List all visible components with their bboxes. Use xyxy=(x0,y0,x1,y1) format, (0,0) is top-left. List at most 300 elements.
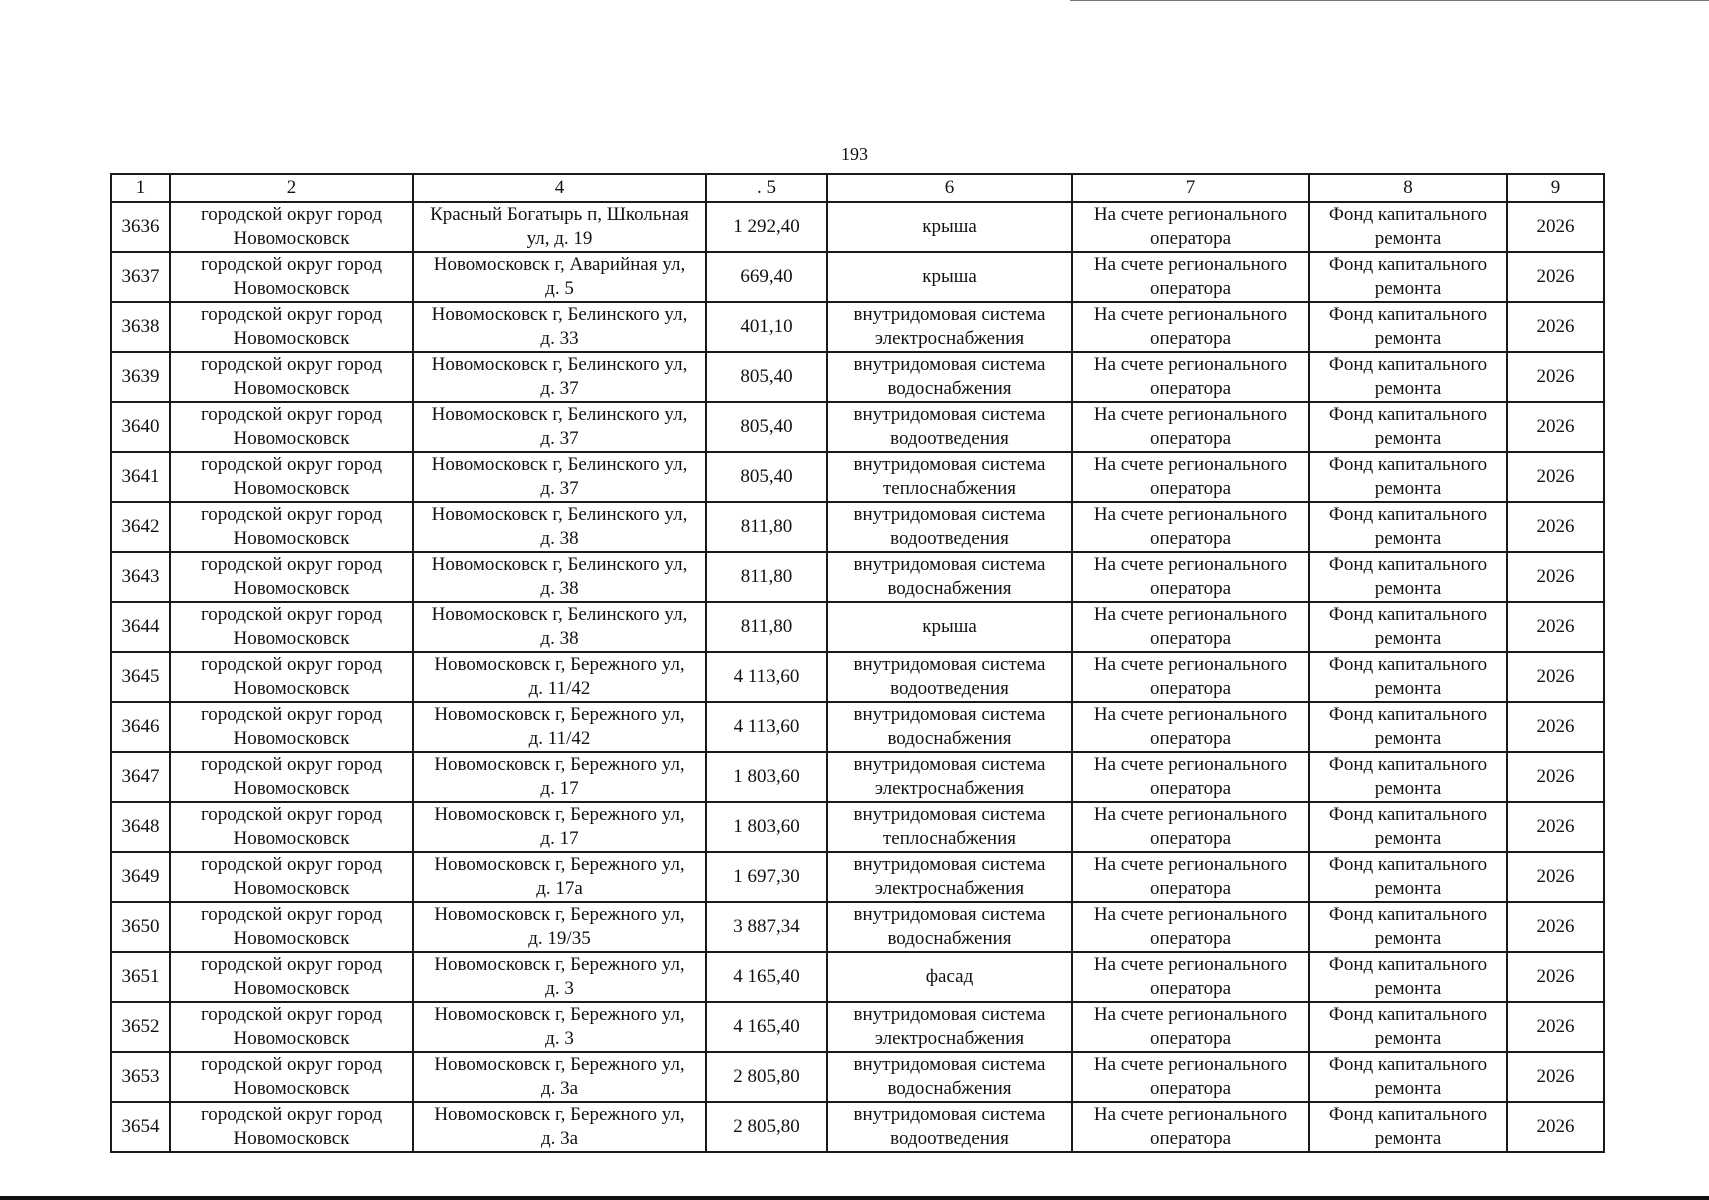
municipality-line: Новомосковск xyxy=(233,528,350,549)
row-number-cell: 3650 xyxy=(111,902,170,952)
municipality-cell xyxy=(170,352,413,402)
fund-method-line: На счете регионального xyxy=(1093,954,1288,975)
fund-method-line: На счете регионального xyxy=(1093,904,1288,925)
fund-method-cell xyxy=(1072,302,1309,352)
municipality-line: Новомосковск xyxy=(233,428,350,449)
funding-source-cell xyxy=(1309,1102,1507,1152)
address-cell xyxy=(413,302,706,352)
address-line: Новомосковск г, Бережного ул, xyxy=(434,1104,685,1125)
municipality-line: городской округ город xyxy=(200,304,383,325)
work-type-line: электроснабжения xyxy=(874,1028,1025,1049)
address-line: Новомосковск г, Бережного ул, xyxy=(434,854,685,875)
municipality-cell xyxy=(170,752,413,802)
fund-method-cell xyxy=(1072,602,1309,652)
work-type-cell xyxy=(827,702,1072,752)
table-body xyxy=(111,202,1604,1152)
funding-source-line: Фонд капитального xyxy=(1328,504,1488,525)
fund-method-cell xyxy=(1072,702,1309,752)
funding-source-line: Фонд капитального xyxy=(1328,704,1488,725)
fund-method-line: оператора xyxy=(1149,928,1232,949)
work-type-line: внутридомовая система xyxy=(853,504,1046,525)
work-type-line: крыша xyxy=(922,616,977,637)
funding-source-line: ремонта xyxy=(1374,1128,1442,1149)
funding-source-line: Фонд капитального xyxy=(1328,454,1488,475)
fund-method-line: оператора xyxy=(1149,978,1232,999)
address-cell xyxy=(413,552,706,602)
work-type-line: водоснабжения xyxy=(887,1078,1012,1099)
work-type-cell xyxy=(827,1052,1072,1102)
fund-method-line: оператора xyxy=(1149,478,1232,499)
area-cell: 811,80 xyxy=(706,602,827,652)
area-cell: 4 165,40 xyxy=(706,1002,827,1052)
fund-method-line: На счете регионального xyxy=(1093,754,1288,775)
work-type-line: внутридомовая система xyxy=(853,854,1046,875)
address-cell xyxy=(413,752,706,802)
municipality-line: городской округ город xyxy=(200,254,383,275)
header-cell-2: 2 xyxy=(170,174,413,202)
work-type-line: водоотведения xyxy=(890,1128,1009,1149)
funding-source-line: ремонта xyxy=(1374,578,1442,599)
address-line: Новомосковск г, Бережного ул, xyxy=(434,754,685,775)
address-cell xyxy=(413,402,706,452)
fund-method-line: На счете регионального xyxy=(1093,404,1288,425)
funding-source-cell xyxy=(1309,252,1507,302)
table-header xyxy=(111,174,1604,202)
fund-method-line: На счете регионального xyxy=(1093,604,1288,625)
table-row xyxy=(111,902,1604,952)
header-cell-9: 9 xyxy=(1507,174,1604,202)
municipality-line: городской округ город xyxy=(200,1004,383,1025)
address-line: Новомосковск г, Белинского ул, xyxy=(431,404,688,425)
table-row xyxy=(111,752,1604,802)
area-cell: 669,40 xyxy=(706,252,827,302)
funding-source-line: Фонд капитального xyxy=(1328,554,1488,575)
address-cell xyxy=(413,902,706,952)
area-cell: 1 803,60 xyxy=(706,752,827,802)
funding-source-line: Фонд капитального xyxy=(1328,754,1488,775)
row-number-cell: 3649 xyxy=(111,852,170,902)
funding-source-line: ремонта xyxy=(1374,278,1442,299)
municipality-line: городской округ город xyxy=(200,604,383,625)
municipality-line: Новомосковск xyxy=(233,978,350,999)
fund-method-cell xyxy=(1072,652,1309,702)
fund-method-line: На счете регионального xyxy=(1093,854,1288,875)
year-cell: 2026 xyxy=(1507,1102,1604,1152)
funding-source-line: Фонд капитального xyxy=(1328,904,1488,925)
year-cell: 2026 xyxy=(1507,252,1604,302)
table-row xyxy=(111,402,1604,452)
address-line: Новомосковск г, Белинского ул, xyxy=(431,304,688,325)
address-cell xyxy=(413,852,706,902)
table-row xyxy=(111,552,1604,602)
work-type-line: внутридомовая система xyxy=(853,704,1046,725)
fund-method-cell xyxy=(1072,852,1309,902)
address-line: д. 5 xyxy=(545,278,574,299)
work-type-cell xyxy=(827,252,1072,302)
table-row xyxy=(111,852,1604,902)
address-line: д. 3 xyxy=(545,1028,574,1049)
address-line: д. 3а xyxy=(540,1078,579,1099)
fund-method-cell xyxy=(1072,502,1309,552)
fund-method-line: оператора xyxy=(1149,1128,1232,1149)
header-cell-6: 6 xyxy=(827,174,1072,202)
funding-source-cell xyxy=(1309,1052,1507,1102)
work-type-line: водоотведения xyxy=(890,428,1009,449)
address-cell xyxy=(413,452,706,502)
funding-source-line: ремонта xyxy=(1374,378,1442,399)
year-cell: 2026 xyxy=(1507,702,1604,752)
funding-source-line: ремонта xyxy=(1374,478,1442,499)
address-line: д. 17 xyxy=(540,778,579,799)
area-cell: 805,40 xyxy=(706,352,827,402)
funding-source-line: Фонд капитального xyxy=(1328,354,1488,375)
fund-method-cell xyxy=(1072,802,1309,852)
area-cell: 4 113,60 xyxy=(706,652,827,702)
municipality-line: Новомосковск xyxy=(233,628,350,649)
fund-method-cell xyxy=(1072,1102,1309,1152)
address-cell xyxy=(413,502,706,552)
work-type-line: фасад xyxy=(925,966,974,987)
area-cell: 4 165,40 xyxy=(706,952,827,1002)
funding-source-cell xyxy=(1309,752,1507,802)
address-line: Новомосковск г, Аварийная ул, xyxy=(433,254,686,275)
funding-source-line: Фонд капитального xyxy=(1328,854,1488,875)
work-type-cell xyxy=(827,452,1072,502)
funding-source-line: ремонта xyxy=(1374,978,1442,999)
work-type-line: электроснабжения xyxy=(874,878,1025,899)
address-cell xyxy=(413,602,706,652)
row-number-cell: 3639 xyxy=(111,352,170,402)
funding-source-line: ремонта xyxy=(1374,778,1442,799)
fund-method-line: оператора xyxy=(1149,1078,1232,1099)
fund-method-line: На счете регионального xyxy=(1093,354,1288,375)
address-line: д. 37 xyxy=(540,428,579,449)
fund-method-cell xyxy=(1072,202,1309,252)
funding-source-line: ремонта xyxy=(1374,528,1442,549)
fund-method-line: На счете регионального xyxy=(1093,654,1288,675)
work-type-cell xyxy=(827,402,1072,452)
year-cell: 2026 xyxy=(1507,202,1604,252)
year-cell: 2026 xyxy=(1507,452,1604,502)
row-number-cell: 3643 xyxy=(111,552,170,602)
fund-method-line: оператора xyxy=(1149,728,1232,749)
municipality-line: городской округ город xyxy=(200,654,383,675)
fund-method-cell xyxy=(1072,1002,1309,1052)
fund-method-line: На счете регионального xyxy=(1093,454,1288,475)
header-cell-1: 1 xyxy=(111,174,170,202)
work-type-line: внутридомовая система xyxy=(853,1104,1046,1125)
table-row xyxy=(111,352,1604,402)
municipality-line: Новомосковск xyxy=(233,228,350,249)
funding-source-line: ремонта xyxy=(1374,1028,1442,1049)
municipality-cell xyxy=(170,402,413,452)
address-line: д. 38 xyxy=(540,528,579,549)
fund-method-line: оператора xyxy=(1149,628,1232,649)
address-line: д. 11/42 xyxy=(528,678,591,699)
work-type-line: внутридомовая система xyxy=(853,654,1046,675)
funding-source-cell xyxy=(1309,852,1507,902)
table-row xyxy=(111,1002,1604,1052)
municipality-cell xyxy=(170,702,413,752)
area-cell: 811,80 xyxy=(706,552,827,602)
row-number-cell: 3648 xyxy=(111,802,170,852)
municipality-cell xyxy=(170,252,413,302)
municipality-line: городской округ город xyxy=(200,1104,383,1125)
address-line: Новомосковск г, Белинского ул, xyxy=(431,454,688,475)
municipality-cell xyxy=(170,302,413,352)
row-number-cell: 3638 xyxy=(111,302,170,352)
row-number-cell: 3644 xyxy=(111,602,170,652)
funding-source-cell xyxy=(1309,452,1507,502)
address-line: Новомосковск г, Белинского ул, xyxy=(431,354,688,375)
fund-method-cell xyxy=(1072,1052,1309,1102)
funding-source-line: Фонд капитального xyxy=(1328,1104,1488,1125)
municipality-cell xyxy=(170,852,413,902)
funding-source-cell xyxy=(1309,352,1507,402)
fund-method-line: На счете регионального xyxy=(1093,304,1288,325)
area-cell: 1 292,40 xyxy=(706,202,827,252)
area-cell: 2 805,80 xyxy=(706,1102,827,1152)
municipality-line: Новомосковск xyxy=(233,928,350,949)
funding-source-line: Фонд капитального xyxy=(1328,954,1488,975)
fund-method-cell xyxy=(1072,252,1309,302)
work-type-cell xyxy=(827,552,1072,602)
page-number: 193 xyxy=(841,144,868,164)
row-number-cell: 3652 xyxy=(111,1002,170,1052)
fund-method-cell xyxy=(1072,902,1309,952)
funding-source-cell xyxy=(1309,902,1507,952)
year-cell: 2026 xyxy=(1507,302,1604,352)
year-cell: 2026 xyxy=(1507,752,1604,802)
work-type-cell xyxy=(827,902,1072,952)
header-cell-4: 4 xyxy=(413,174,706,202)
year-cell: 2026 xyxy=(1507,602,1604,652)
funding-source-line: Фонд капитального xyxy=(1328,254,1488,275)
work-type-cell xyxy=(827,1102,1072,1152)
work-type-line: внутридомовая система xyxy=(853,304,1046,325)
header-cell-5: . 5 xyxy=(706,174,827,202)
municipality-line: городской округ город xyxy=(200,954,383,975)
address-line: д. 17а xyxy=(536,878,583,899)
funding-source-line: ремонта xyxy=(1374,228,1442,249)
municipality-cell xyxy=(170,902,413,952)
row-number-cell: 3647 xyxy=(111,752,170,802)
address-cell xyxy=(413,652,706,702)
address-cell xyxy=(413,352,706,402)
area-cell: 3 887,34 xyxy=(706,902,827,952)
work-type-cell xyxy=(827,752,1072,802)
municipality-line: городской округ город xyxy=(200,554,383,575)
work-type-cell xyxy=(827,952,1072,1002)
address-cell xyxy=(413,1052,706,1102)
fund-method-line: оператора xyxy=(1149,228,1232,249)
work-type-cell xyxy=(827,652,1072,702)
fund-method-line: На счете регионального xyxy=(1093,704,1288,725)
fund-method-line: На счете регионального xyxy=(1093,554,1288,575)
funding-source-cell xyxy=(1309,702,1507,752)
fund-method-line: На счете регионального xyxy=(1093,1004,1288,1025)
row-number-cell: 3641 xyxy=(111,452,170,502)
funding-source-line: ремонта xyxy=(1374,928,1442,949)
municipality-line: городской округ город xyxy=(200,754,383,775)
funding-source-line: ремонта xyxy=(1374,878,1442,899)
address-line: д. 3а xyxy=(540,1128,579,1149)
work-type-line: электроснабжения xyxy=(874,328,1025,349)
fund-method-cell xyxy=(1072,402,1309,452)
year-cell: 2026 xyxy=(1507,402,1604,452)
work-type-cell xyxy=(827,852,1072,902)
table-row xyxy=(111,452,1604,502)
year-cell: 2026 xyxy=(1507,352,1604,402)
row-number-cell: 3642 xyxy=(111,502,170,552)
fund-method-line: На счете регионального xyxy=(1093,504,1288,525)
work-type-line: крыша xyxy=(922,216,977,237)
municipality-cell xyxy=(170,802,413,852)
municipality-cell xyxy=(170,1052,413,1102)
year-cell: 2026 xyxy=(1507,852,1604,902)
address-cell xyxy=(413,252,706,302)
address-cell xyxy=(413,202,706,252)
work-type-line: внутридомовая система xyxy=(853,554,1046,575)
area-cell: 2 805,80 xyxy=(706,1052,827,1102)
municipality-line: Новомосковск xyxy=(233,778,350,799)
work-type-line: внутридомовая система xyxy=(853,1004,1046,1025)
table-row xyxy=(111,802,1604,852)
row-number-cell: 3640 xyxy=(111,402,170,452)
municipality-line: Новомосковск xyxy=(233,578,350,599)
municipality-line: Новомосковск xyxy=(233,1078,350,1099)
area-cell: 401,10 xyxy=(706,302,827,352)
funding-source-line: Фонд капитального xyxy=(1328,804,1488,825)
funding-source-cell xyxy=(1309,302,1507,352)
work-type-line: внутридомовая система xyxy=(853,804,1046,825)
funding-source-cell xyxy=(1309,202,1507,252)
year-cell: 2026 xyxy=(1507,1052,1604,1102)
fund-method-cell xyxy=(1072,952,1309,1002)
fund-method-line: оператора xyxy=(1149,878,1232,899)
municipality-line: Новомосковск xyxy=(233,878,350,899)
funding-source-cell xyxy=(1309,1002,1507,1052)
area-cell: 1 697,30 xyxy=(706,852,827,902)
header-row xyxy=(111,174,1604,202)
address-cell xyxy=(413,802,706,852)
address-line: Новомосковск г, Бережного ул, xyxy=(434,704,685,725)
fund-method-line: оператора xyxy=(1149,578,1232,599)
municipality-line: городской округ город xyxy=(200,704,383,725)
municipality-line: Новомосковск xyxy=(233,478,350,499)
work-type-line: водоотведения xyxy=(890,528,1009,549)
table-row xyxy=(111,502,1604,552)
header-cell-7: 7 xyxy=(1072,174,1309,202)
funding-source-line: Фонд капитального xyxy=(1328,1054,1488,1075)
address-cell xyxy=(413,702,706,752)
funding-source-line: Фонд капитального xyxy=(1328,604,1488,625)
work-type-line: водоснабжения xyxy=(887,728,1012,749)
work-type-line: внутридомовая система xyxy=(853,1054,1046,1075)
fund-method-line: оператора xyxy=(1149,278,1232,299)
funding-source-line: ремонта xyxy=(1374,428,1442,449)
area-cell: 4 113,60 xyxy=(706,702,827,752)
work-type-cell xyxy=(827,802,1072,852)
row-number-cell: 3646 xyxy=(111,702,170,752)
table-row xyxy=(111,952,1604,1002)
funding-source-cell xyxy=(1309,602,1507,652)
work-type-line: электроснабжения xyxy=(874,778,1025,799)
address-line: Новомосковск г, Бережного ул, xyxy=(434,654,685,675)
work-type-line: внутридомовая система xyxy=(853,354,1046,375)
scan-top-rule xyxy=(1070,0,1709,1)
funding-source-line: Фонд капитального xyxy=(1328,304,1488,325)
fund-method-line: оператора xyxy=(1149,378,1232,399)
work-type-line: внутридомовая система xyxy=(853,754,1046,775)
fund-method-line: оператора xyxy=(1149,828,1232,849)
funding-source-cell xyxy=(1309,652,1507,702)
address-line: Новомосковск г, Бережного ул, xyxy=(434,1004,685,1025)
work-type-line: теплоснабжения xyxy=(883,478,1016,499)
municipality-line: городской округ город xyxy=(200,854,383,875)
fund-method-cell xyxy=(1072,452,1309,502)
row-number-cell: 3654 xyxy=(111,1102,170,1152)
municipality-cell xyxy=(170,602,413,652)
fund-method-line: оператора xyxy=(1149,328,1232,349)
table-row xyxy=(111,252,1604,302)
funding-source-line: ремонта xyxy=(1374,678,1442,699)
work-type-cell xyxy=(827,302,1072,352)
address-cell xyxy=(413,1002,706,1052)
address-line: Новомосковск г, Белинского ул, xyxy=(431,504,688,525)
area-cell: 805,40 xyxy=(706,402,827,452)
work-type-line: внутридомовая система xyxy=(853,454,1046,475)
address-line: Новомосковск г, Белинского ул, xyxy=(431,554,688,575)
work-type-line: водоснабжения xyxy=(887,578,1012,599)
municipality-cell xyxy=(170,652,413,702)
address-line: д. 37 xyxy=(540,378,579,399)
row-number-cell: 3645 xyxy=(111,652,170,702)
work-type-line: водоснабжения xyxy=(887,928,1012,949)
year-cell: 2026 xyxy=(1507,552,1604,602)
municipality-line: городской округ город xyxy=(200,904,383,925)
area-cell: 805,40 xyxy=(706,452,827,502)
table-row xyxy=(111,702,1604,752)
municipality-cell xyxy=(170,452,413,502)
municipality-line: городской округ город xyxy=(200,504,383,525)
municipality-line: городской округ город xyxy=(200,204,383,225)
address-line: Новомосковск г, Бережного ул, xyxy=(434,904,685,925)
fund-method-line: оператора xyxy=(1149,778,1232,799)
funding-source-line: ремонта xyxy=(1374,1078,1442,1099)
year-cell: 2026 xyxy=(1507,652,1604,702)
work-type-cell xyxy=(827,202,1072,252)
municipality-cell xyxy=(170,1002,413,1052)
fund-method-line: На счете регионального xyxy=(1093,204,1288,225)
fund-method-line: оператора xyxy=(1149,1028,1232,1049)
municipality-line: городской округ город xyxy=(200,454,383,475)
table-row xyxy=(111,1102,1604,1152)
funding-source-cell xyxy=(1309,952,1507,1002)
funding-source-cell xyxy=(1309,502,1507,552)
municipality-cell xyxy=(170,952,413,1002)
address-line: д. 19/35 xyxy=(528,928,591,949)
funding-source-line: Фонд капитального xyxy=(1328,404,1488,425)
address-line: Новомосковск г, Белинского ул, xyxy=(431,604,688,625)
funding-source-cell xyxy=(1309,402,1507,452)
municipality-line: Новомосковск xyxy=(233,678,350,699)
municipality-cell xyxy=(170,502,413,552)
address-line: Красный Богатырь п, Школьная xyxy=(430,204,689,225)
municipality-line: Новомосковск xyxy=(233,278,350,299)
address-cell xyxy=(413,952,706,1002)
address-line: Новомосковск г, Бережного ул, xyxy=(434,954,685,975)
